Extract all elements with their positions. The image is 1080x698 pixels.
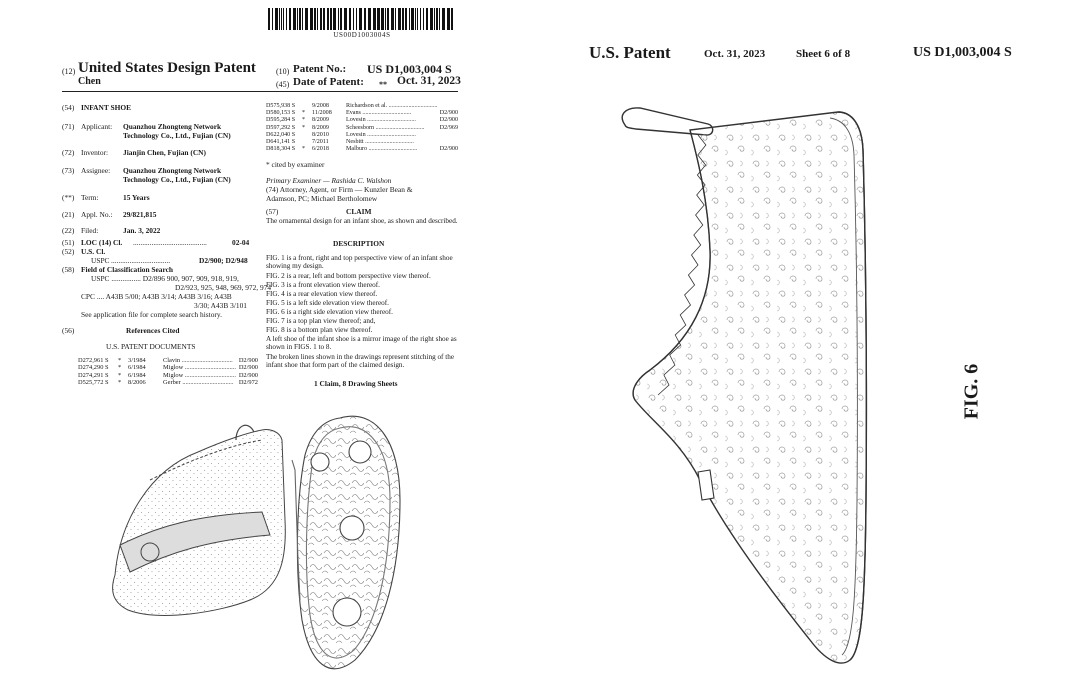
inid-code-term: (**)	[62, 193, 75, 202]
field-of-search-line: USPC ................ D2/896 900, 907, 909, 918, 919,	[91, 274, 239, 283]
reference-date: 8/2010	[312, 131, 329, 138]
assignee-name: Quanzhou Zhongteng Network	[123, 166, 222, 175]
fig-6-side-view-drawing	[540, 0, 1080, 698]
loc-class: 02-04	[232, 238, 250, 247]
reference-name: Evans ................................	[346, 110, 412, 117]
patent-number: US D1,003,004 S	[367, 62, 452, 76]
reference-name: Richardson et al. ................................	[346, 103, 438, 109]
field-of-search-line: 3/30; A43B 3/101	[194, 301, 247, 310]
inventor-label: Inventor:	[81, 148, 109, 157]
reference-name: Miglow ................................	[163, 364, 236, 372]
application-number-label: Appl. No.:	[81, 210, 113, 219]
sheet-date: Oct. 31, 2023	[704, 48, 766, 60]
inventor: Jianjin Chen, Fujian (CN)	[123, 148, 206, 157]
sheet-patent-label: U.S. Patent	[589, 43, 671, 62]
sheet-number: Sheet 6 of 8	[796, 48, 851, 60]
description-line: FIG. 3 is a front elevation view thereof.	[266, 281, 380, 289]
applicant-surname: Chen	[78, 76, 101, 87]
reference-cls: D2/900	[439, 110, 458, 117]
claim-heading: CLAIM	[346, 207, 372, 216]
reference-date: 6/1984	[128, 364, 146, 372]
reference-num: D525,772 S	[78, 379, 109, 387]
primary-examiner: Primary Examiner — Rashida C. Walshon	[266, 176, 392, 185]
reference-num: D818,304 S	[266, 146, 296, 153]
description-line: FIG. 1 is a front, right and top perspective view of an infant shoe showing my design.	[266, 254, 453, 271]
references-cited-heading: References Cited	[126, 326, 180, 335]
reference-name: Clavin ................................	[163, 357, 233, 364]
invention-title: INFANT SHOE	[81, 103, 132, 112]
field-of-search-note: See application file for complete search history.	[81, 310, 222, 319]
inid-code-51: (51)	[62, 238, 75, 247]
reference-name: Lovesin ................................	[346, 131, 416, 138]
inid-code-45: (45)	[276, 80, 290, 89]
shoe-upper	[633, 112, 866, 663]
term-extension-marker: **	[379, 80, 387, 89]
reference-date: 6/1984	[128, 371, 146, 379]
description-line: FIG. 4 is a rear elevation view thereof.	[266, 290, 378, 298]
reference-num: D641,141 S	[266, 139, 296, 145]
inid-code-72: (72)	[62, 148, 75, 157]
drawing-sheet	[540, 0, 1080, 698]
reference-date: 8/2009	[312, 124, 329, 131]
reference-num: D595,284 S	[266, 117, 296, 124]
reference-date: 3/1984	[128, 357, 146, 364]
reference-star: *	[118, 371, 122, 379]
reference-name: Gerber ................................	[163, 379, 234, 387]
reference-num: D580,153 S	[266, 110, 296, 117]
reference-num: D274,291 S	[78, 371, 109, 379]
reference-date: 6/2018	[312, 146, 329, 153]
inid-code-52: (52)	[62, 247, 75, 256]
reference-name: Malburo ................................	[346, 146, 418, 153]
reference-num: D622,040 S	[266, 131, 296, 138]
inid-code-57: (57)	[266, 207, 279, 216]
inid-code-12: (12)	[62, 67, 76, 76]
claims-and-sheets: 1 Claim, 8 Drawing Sheets	[314, 379, 398, 388]
description-line: FIG. 8 is a bottom plan view thereof.	[266, 326, 373, 334]
attorney-line: Adamson, PC; Michael Bertholomew	[266, 194, 378, 203]
reference-date: 7/2011	[312, 139, 329, 145]
reference-name: Scheesborn ................................	[346, 124, 425, 131]
field-of-search-line: D2/923, 925, 948, 969, 972, 974	[175, 283, 272, 292]
reference-date: 8/2009	[312, 117, 329, 124]
field-of-search-label: Field of Classification Search	[81, 265, 174, 274]
barcode-number: US00D1003004S	[333, 31, 391, 39]
document-title: United States Design Patent	[78, 60, 256, 76]
inid-code-71: (71)	[62, 122, 75, 131]
reference-star: *	[118, 364, 122, 372]
term: 15 Years	[123, 193, 150, 202]
reference-cls: D2/972	[238, 379, 258, 387]
reference-cls: D2/900	[238, 371, 258, 379]
inid-code-58: (58)	[62, 265, 75, 274]
inid-code-10: (10)	[276, 67, 290, 76]
inid-code-56: (56)	[62, 326, 75, 335]
uspc-label: USPC	[91, 256, 110, 265]
reference-star: *	[302, 110, 306, 117]
description-line: FIG. 5 is a left side elevation view thereof.	[266, 299, 389, 307]
reference-name: Miglow ................................	[163, 371, 236, 379]
reference-date: 9/2008	[312, 103, 329, 109]
applicant-location: Technology Co., Ltd., Fujian (CN)	[123, 131, 231, 140]
description-line: A left shoe of the infant shoe is a mirror image of the right shoe as shown in FIGS. 1 to 8.	[266, 335, 457, 352]
inid-code-73: (73)	[62, 166, 75, 175]
attorney-line: (74) Attorney, Agent, or Firm — Kunzler Bean &	[266, 185, 413, 194]
us-patent-documents-heading: U.S. PATENT DOCUMENTS	[106, 342, 196, 351]
sheet-patent-number: US D1,003,004 S	[913, 45, 1012, 60]
field-of-search-line: CPC .... A43B 5/00; A43B 3/14; A43B 3/16; A43B	[81, 292, 232, 301]
inid-code-21: (21)	[62, 210, 75, 219]
uspc-class: D2/900; D2/948	[199, 256, 248, 265]
loc-label: LOC (14) Cl.	[81, 238, 123, 247]
inid-code-54: (54)	[62, 103, 75, 112]
term-label: Term:	[81, 193, 99, 202]
applicant-label: Applicant:	[81, 122, 113, 131]
reference-num: D272,961 S	[78, 357, 109, 364]
description-line: FIG. 2 is a rear, left and bottom perspective view thereof.	[266, 272, 431, 280]
reference-cls: D2/969	[439, 124, 458, 131]
reference-name: Nesbitt ................................	[346, 139, 414, 145]
reference-cls: D2/900	[238, 364, 258, 372]
reference-num: D597,292 S	[266, 124, 296, 131]
perspective-shoe	[113, 425, 286, 615]
reference-cls: D2/900	[238, 357, 258, 364]
sole-bottom-view	[292, 416, 400, 669]
reference-name: Lovesin ................................	[346, 117, 416, 124]
inid-code-22: (22)	[62, 226, 75, 235]
applicant-name: Quanzhou Zhongteng Network	[123, 122, 222, 131]
filed-date: Jan. 3, 2022	[123, 226, 161, 235]
patent-number-label: Patent No.:	[293, 63, 347, 75]
assignee-location: Technology Co., Ltd., Fujian (CN)	[123, 175, 231, 184]
claim-text: The ornamental design for an infant shoe, as shown and described.	[266, 217, 458, 225]
reference-star: *	[302, 117, 306, 124]
application-number: 29/821,815	[123, 210, 157, 219]
description-line: FIG. 6 is a right side elevation view thereof.	[266, 308, 393, 316]
us-cl-label: U.S. Cl.	[81, 247, 106, 256]
reference-cls: D2/900	[439, 117, 458, 124]
reference-date: 11/2008	[312, 110, 332, 117]
filed-label: Filed:	[81, 226, 99, 235]
reference-star: *	[118, 357, 122, 364]
reference-date: 8/2006	[128, 379, 146, 387]
reference-num: D575,938 S	[266, 103, 296, 109]
reference-cls: D2/900	[439, 146, 458, 153]
description-heading: DESCRIPTION	[333, 239, 385, 248]
date-of-patent-label: Date of Patent:	[293, 76, 364, 88]
cited-by-examiner-note: * cited by examiner	[266, 160, 325, 169]
reference-star: *	[118, 379, 122, 387]
description-line: The broken lines shown in the drawings represent stitching of the infant shoe that form part of the claimed design.	[266, 353, 455, 370]
date-of-patent: Oct. 31, 2023	[397, 75, 461, 87]
leader-dots: ................................	[111, 256, 171, 265]
figure-label: FIG. 6	[960, 363, 983, 420]
reference-num: D274,290 S	[78, 364, 109, 372]
reference-star: *	[302, 124, 306, 131]
assignee-label: Assignee:	[81, 166, 111, 175]
reference-star: *	[302, 146, 306, 153]
leader-dots: ........................................	[133, 238, 207, 247]
description-line: FIG. 7 is a top plan view thereof; and,	[266, 317, 376, 325]
